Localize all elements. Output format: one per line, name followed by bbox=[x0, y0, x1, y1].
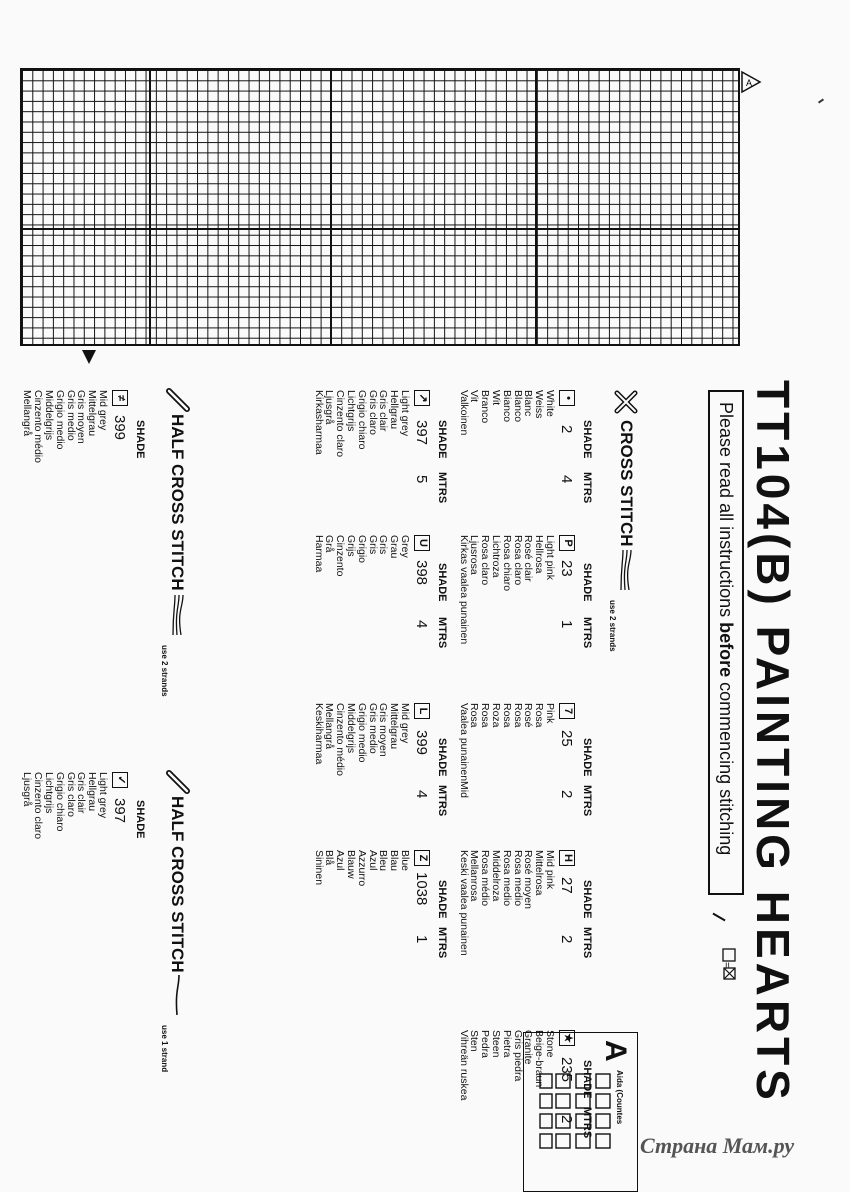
shade-header: SHADE bbox=[134, 420, 146, 459]
shade-header: SHADE bbox=[581, 738, 593, 777]
shade-header: SHADE bbox=[436, 420, 448, 459]
thread-names: Pink Rosa Rosé Rosa Rosa Roza Rosa Rosa Vaalea punainenMid bbox=[457, 703, 556, 798]
chart-grid bbox=[20, 68, 740, 346]
thread-mtrs: 4 bbox=[558, 475, 575, 484]
thread-shade: 397 bbox=[111, 798, 128, 824]
half-cross-stitch-note: use 1 strand bbox=[160, 1025, 169, 1073]
mtrs-header: MTRS bbox=[436, 785, 448, 817]
half-cross-stitch-icon bbox=[166, 388, 190, 412]
grid-corner-marker bbox=[740, 68, 762, 96]
cross-stitch-title: CROSS STITCH bbox=[617, 420, 636, 547]
half-cross-stitch-icon bbox=[166, 770, 190, 794]
grid-major-line bbox=[535, 68, 537, 346]
thread-names: Mid pink Mittelrosa Rosé moyen Rosa medio Rosa medio Middelroza Rosa médio Mellanrosa Keski vaalea punainen bbox=[457, 850, 556, 956]
thread-names: Grey Grau Gris Gris Grigio Grijs Cinzento Grå Harmaa bbox=[312, 535, 411, 577]
thread-symbol: ↗ bbox=[414, 390, 430, 406]
thread-names: Stone Beige-braun Granite Gris piedra Pietra Steen Pedra Sten Vihreän ruskea bbox=[457, 1030, 556, 1101]
fabric-label: Aida (Countes bbox=[615, 1070, 624, 1125]
grid-major-line bbox=[330, 68, 332, 346]
thread-mtrs: 2 bbox=[558, 935, 575, 944]
shade-header: SHADE bbox=[134, 800, 146, 839]
half-cross-stitch-title: HALF CROSS STITCH bbox=[168, 414, 187, 591]
mtrs-header: MTRS bbox=[436, 927, 448, 959]
center-arrow-icon bbox=[82, 350, 96, 364]
thread-mtrs: 5 bbox=[413, 475, 430, 484]
thread-symbol: • bbox=[559, 390, 575, 406]
thread-mtrs: 4 bbox=[413, 620, 430, 629]
thread-shade: 27 bbox=[558, 877, 575, 894]
thread-mtrs: 2 bbox=[558, 1115, 575, 1124]
strands-icon bbox=[171, 595, 187, 635]
fabric-legend-icon bbox=[716, 948, 740, 980]
mtrs-header: MTRS bbox=[436, 472, 448, 504]
shade-header: SHADE bbox=[581, 563, 593, 602]
thread-names: Mid grey Mittelgrau Gris moyen Gris medio Grigio medio Middelgrijs Cinzento médio Mellangrå Keskiharmaa bbox=[312, 703, 411, 776]
thread-mtrs: 2 bbox=[558, 790, 575, 799]
instructions-post: commencing stitching bbox=[716, 677, 736, 856]
cross-stitch-icon bbox=[614, 390, 638, 414]
mtrs-header: MTRS bbox=[581, 1107, 593, 1139]
shade-header: SHADE bbox=[436, 738, 448, 777]
cross-stitch-note: use 2 strands bbox=[608, 600, 617, 652]
thread-shade: 399 bbox=[413, 730, 430, 756]
grid-major-line bbox=[149, 68, 151, 346]
half-cross-stitch-note: use 2 strands bbox=[160, 645, 169, 697]
thread-shade: 399 bbox=[111, 415, 128, 441]
thread-names: Light grey Hellgrau Gris clair Gris claro Grigio chiaro Lichtgrijs Cinzento claro Ljusgrå Kirkasharmaa bbox=[312, 390, 411, 458]
thread-symbol: ✓ bbox=[112, 772, 128, 788]
instructions-pre: Please read all instructions bbox=[716, 402, 736, 623]
thread-shade: 2 bbox=[558, 425, 575, 434]
thread-symbol: P bbox=[559, 535, 575, 551]
mtrs-header: MTRS bbox=[581, 617, 593, 649]
mtrs-header: MTRS bbox=[581, 785, 593, 817]
grid-major-line bbox=[20, 228, 740, 230]
mtrs-header: MTRS bbox=[581, 472, 593, 504]
strands-icon bbox=[619, 550, 635, 590]
watermark: Страна Мам.ру bbox=[640, 1133, 795, 1158]
scan-mark bbox=[712, 913, 725, 922]
thread-symbol: L bbox=[414, 703, 430, 719]
half-cross-stitch-title: HALF CROSS STITCH bbox=[168, 796, 187, 973]
thread-names: Mid grey Mittelgrau Gris moyen Gris medio Grigio medio Middelgrijs Cinzento médio Mellangrå bbox=[21, 390, 109, 463]
thread-symbol: ≠ bbox=[112, 390, 128, 406]
thread-symbol: 7 bbox=[559, 703, 575, 719]
svg-text:=: = bbox=[721, 962, 732, 968]
shade-header: SHADE bbox=[581, 420, 593, 459]
thread-shade: 397 bbox=[413, 420, 430, 446]
shade-header: SHADE bbox=[436, 563, 448, 602]
thread-names: Light pink Hellrosa Rosé clair Rosa claro Rosa chiaro Lichtroza Rosa claro Ljusrosa Kirkas vaalea punainen bbox=[457, 535, 556, 645]
thread-mtrs: 4 bbox=[413, 790, 430, 799]
thread-shade: 235 bbox=[558, 1057, 575, 1083]
thread-shade: 398 bbox=[413, 560, 430, 586]
shade-header: SHADE bbox=[581, 880, 593, 919]
thread-symbol: Z bbox=[414, 850, 430, 866]
scan-speck bbox=[818, 98, 824, 103]
thread-names: Light grey Hellgrau Gris clair Gris claro Grigio chiaro Lichtgrijs Cinzento claro Ljusgrå bbox=[21, 772, 109, 840]
page-title: TT104(B) PAINTING HEARTS bbox=[747, 380, 799, 1104]
instructions-bold: before bbox=[716, 622, 736, 678]
aida-weave-icon bbox=[536, 1070, 614, 1152]
fabric-letter: A bbox=[599, 1040, 632, 1062]
thread-shade: 25 bbox=[558, 730, 575, 747]
thread-symbol: U bbox=[414, 535, 430, 551]
thread-names: White Weiss Blanc Blanco Bianco Wit Branco Vit Valkoinen bbox=[457, 390, 556, 436]
shade-header: SHADE bbox=[436, 880, 448, 919]
thread-shade: 23 bbox=[558, 560, 575, 577]
fabric-legend bbox=[716, 948, 740, 980]
key-sheet bbox=[0, 380, 850, 1170]
thread-shade: 1038 bbox=[413, 872, 430, 906]
mtrs-header: MTRS bbox=[581, 927, 593, 959]
thread-mtrs: 1 bbox=[413, 935, 430, 944]
mtrs-header: MTRS bbox=[436, 617, 448, 649]
shade-header: SHADE bbox=[581, 1060, 593, 1099]
instructions-box bbox=[708, 390, 744, 895]
thread-mtrs: 1 bbox=[558, 620, 575, 629]
thread-symbol: H bbox=[559, 850, 575, 866]
grid-corner-label: A bbox=[746, 78, 753, 88]
strands-icon bbox=[171, 975, 187, 1015]
thread-names: Blue Blau Bleu Azul Azzurro Blauw Azul Blå Sininen bbox=[312, 850, 411, 887]
thread-symbol: ★ bbox=[559, 1030, 575, 1046]
